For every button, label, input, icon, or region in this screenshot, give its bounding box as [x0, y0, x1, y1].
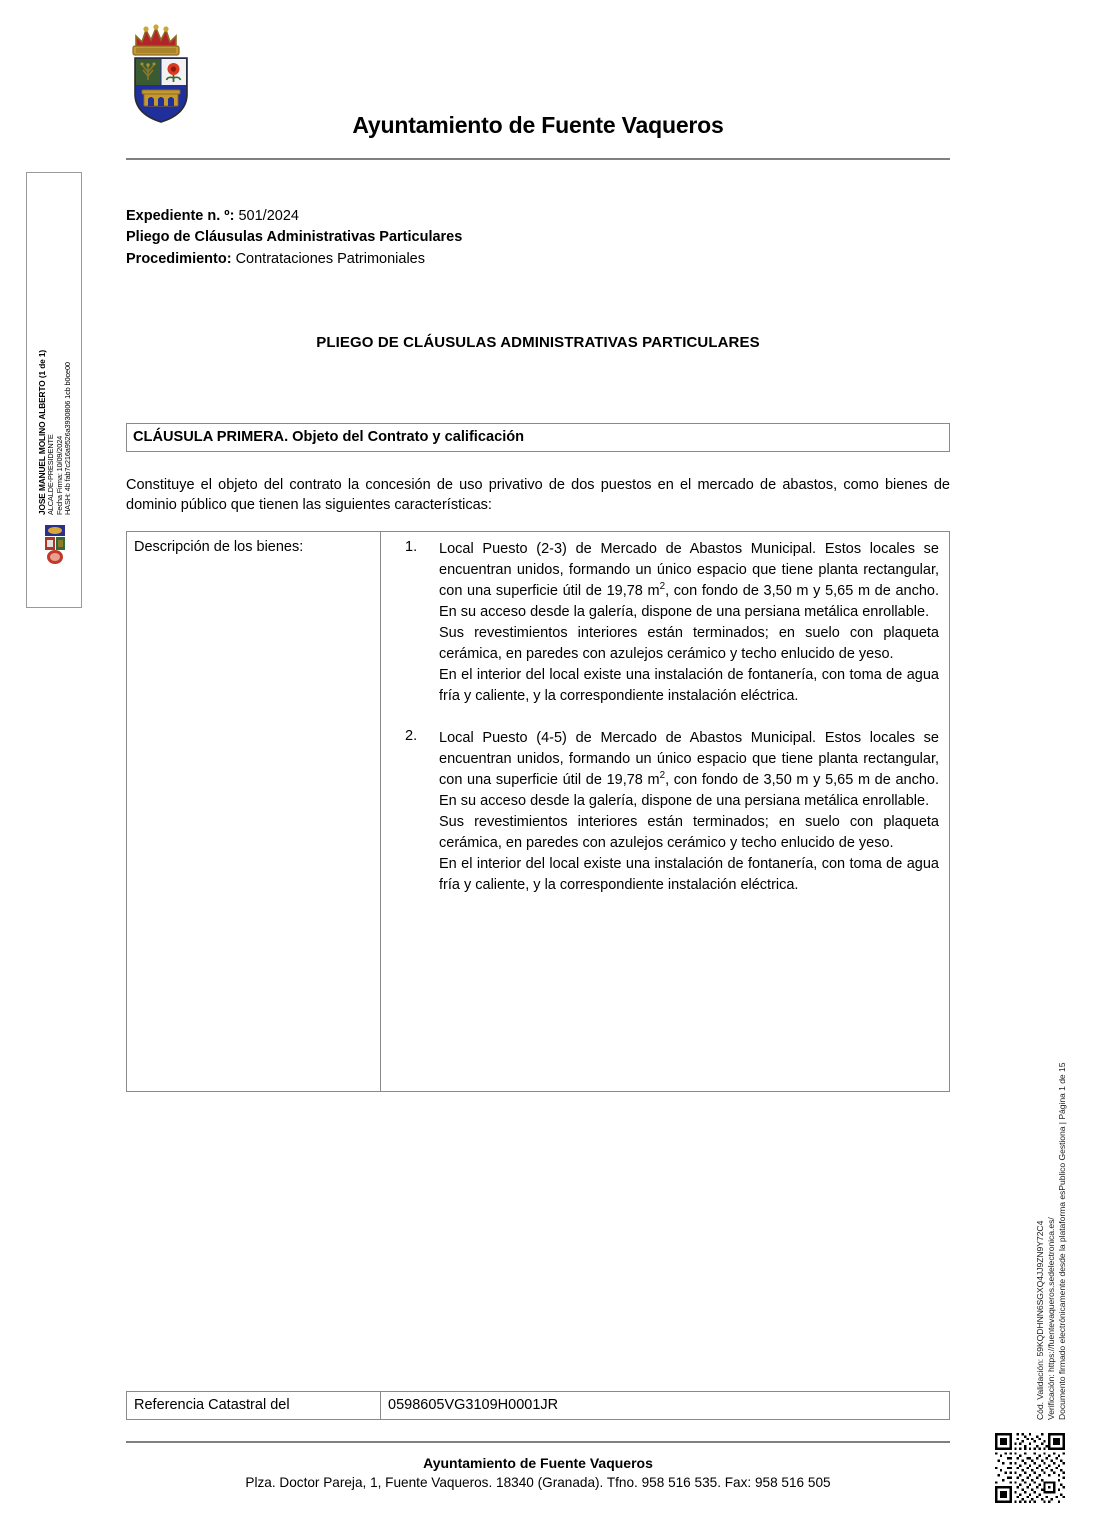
document-main-title: PLIEGO DE CLÁUSULAS ADMINISTRATIVAS PARTICULARES [316, 333, 760, 351]
signature-sidebar [26, 172, 82, 608]
table-row [127, 532, 950, 1092]
list-item [439, 539, 939, 706]
description-table [126, 531, 950, 1092]
catastral-value-cell: 0598605VG3109H0001JR [381, 1392, 950, 1420]
table-row [127, 1392, 950, 1420]
clause-heading-box: CLÁUSULA PRIMERA. Objeto del Contrato y calificación [126, 423, 950, 452]
description-item-list [381, 539, 939, 895]
item-paragraph: Sus revestimientos interiores están terminados; en suelo con plaqueta cerámica, en paredes con azulejos cerámico y techo enlucido de yeso. [439, 624, 939, 662]
description-content-cell [381, 532, 950, 1092]
footer-divider [126, 1441, 950, 1443]
page-title: Ayuntamiento de Fuente Vaqueros [352, 112, 724, 138]
procedimiento-line [126, 249, 950, 270]
signature-date: Fecha Firma: 10/09/2024 [54, 435, 64, 515]
digital-signature-stamp-icon [42, 523, 68, 565]
validation-sidebar [1022, 940, 1068, 1420]
item-paragraph: Local Puesto (4-5) de Mercado de Abastos Municipal. Estos locales se encuentran unidos, formando un único espacio que tiene planta rectangular, con una superficie útil de 19,78 $m^2$, con fondo de 3,50 m y 5,65 m de ancho. En su acceso desde la galería, dispone de una persiana metálica enrollable. [439, 730, 940, 809]
coat-of-arms-icon [124, 12, 198, 124]
procedimiento-label: Procedimiento: [126, 250, 232, 267]
signature-hash: HASH: 4b fab7c216a9526a3930806 1cb b0ce00 [62, 362, 72, 515]
qr-code-icon[interactable] [995, 1433, 1065, 1503]
footer-address: Plza. Doctor Pareja, 1, Fuente Vaqueros. 18340 (Granada). Tfno. 958 516 535. Fax: 958 516 505 [245, 1475, 831, 1490]
catastral-label-cell: Referencia Catastral del [127, 1392, 381, 1420]
item-paragraph: Local Puesto (2-3) de Mercado de Abastos Municipal. Estos locales se encuentran unidos, formando un único espacio que tiene planta rectangular, con una superficie útil de 19,78 $m^2$, con fondo de 3,50 m y 5,65 m de ancho. En su acceso desde la galería, dispone de una persiana metálica enrollable. [439, 541, 940, 620]
expediente-value: 501/2024 [238, 208, 299, 224]
expediente-block [126, 206, 950, 270]
document-body [126, 0, 950, 1092]
header-divider [126, 158, 950, 160]
expediente-label: Expediente n. º: [126, 208, 235, 224]
document-header [126, 0, 950, 168]
list-item [439, 728, 939, 895]
signature-signer-name: JOSE MANUEL MOLINO ALBERTO (1 de 1) [36, 349, 47, 515]
expediente-line [126, 206, 950, 227]
item-paragraph: En el interior del local existe una instalación de fontanería, con toma de agua fría y caliente, y la correspondiente instalación eléctrica. [439, 666, 939, 704]
validation-code: Cód. Validación: 59KQDHNN6SGXQ4JJ9ZN9Y72C4 [1035, 1220, 1045, 1420]
procedimiento-value: Contrataciones Patrimoniales [235, 250, 425, 267]
item-paragraph: Sus revestimientos interiores están terminados; en suelo con plaqueta cerámica, en paredes con azulejos cerámico y techo enlucido de yeso. [439, 813, 939, 851]
item-paragraph: En el interior del local existe una instalación de fontanería, con toma de agua fría y caliente, y la correspondiente instalación eléctrica. [439, 855, 939, 893]
pliego-line [126, 227, 950, 248]
clause-intro-paragraph: Constituye el objeto del contrato la concesión de uso privativo de dos puestos en el mercado de abastos, como bienes de dominio público que tienen las siguientes características: [126, 476, 950, 513]
catastral-reference-table [126, 1391, 950, 1420]
document-footer [126, 1455, 950, 1490]
platform-page-info: Documento firmado electrónicamente desde la plataforma esPublico Gestiona | Página 1 de 15 [1057, 1062, 1067, 1420]
footer-title: Ayuntamiento de Fuente Vaqueros [423, 1455, 653, 1471]
signature-signer-role: ALCALDE-PRESIDENTE [46, 434, 56, 515]
verification-url[interactable]: Verificación: https://fuentevaqueros.sedelectronica.es/ [1046, 1217, 1056, 1420]
pliego-label: Pliego de Cláusulas Administrativas Particulares [126, 229, 463, 246]
description-label-cell: Descripción de los bienes: [127, 532, 381, 1092]
